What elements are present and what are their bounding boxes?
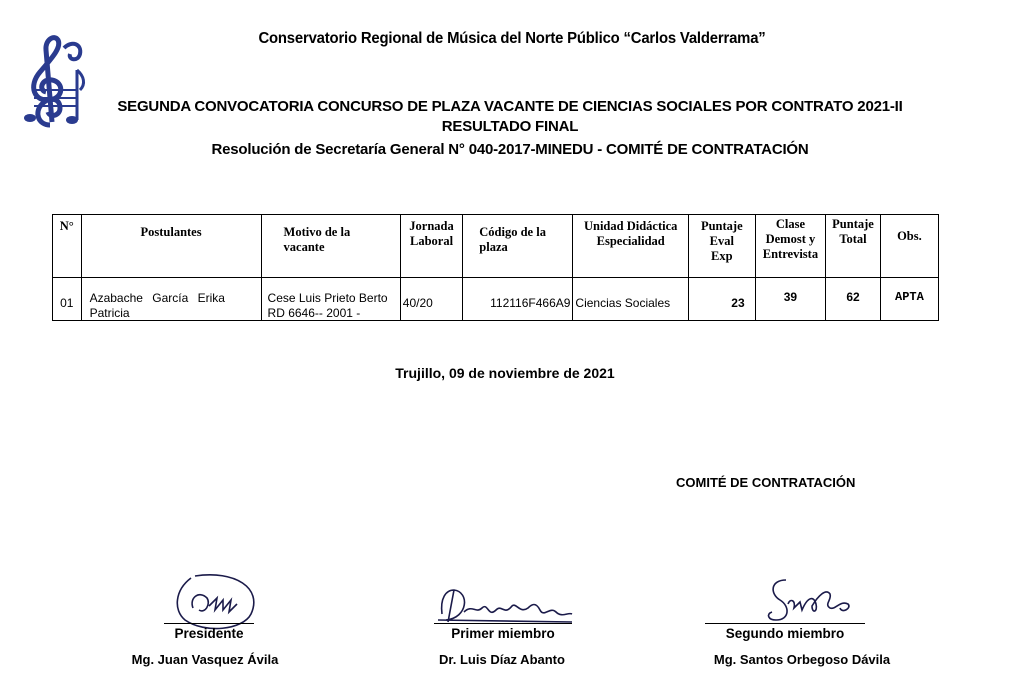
col-motivo: Motivo de la vacante <box>283 225 351 254</box>
signature-second-member-icon <box>760 574 860 628</box>
signature-line <box>164 623 254 624</box>
cell-motivo: Cese Luis Prieto Berto RD 6646-- 2001 - <box>267 291 388 320</box>
col-puntaje-eval: Puntaje Eval Exp <box>700 219 743 263</box>
signature-name: Mg. Juan Vasquez Ávila <box>131 652 279 667</box>
col-unidad: Unidad Didáctica Especialidad <box>583 219 678 248</box>
signature-second-member-name <box>690 652 914 667</box>
signature-role: Primer miembro <box>451 626 555 641</box>
signature-role: Presidente <box>174 626 244 641</box>
col-jornada: Jornada Laboral <box>409 219 454 248</box>
signature-line <box>434 623 572 624</box>
col-obs: Obs. <box>897 229 922 243</box>
cell-clase: 39 <box>783 290 798 304</box>
cell-codigo: 112116F466A9 <box>490 296 571 310</box>
results-table <box>52 214 939 321</box>
cell-jornada: 40/20 <box>402 296 433 310</box>
table-row <box>53 278 939 321</box>
signature-line <box>705 623 865 624</box>
committee-label: COMITÉ DE CONTRATACIÓN <box>676 475 856 490</box>
cell-obs: APTA <box>895 290 924 304</box>
signature-role: Segundo miembro <box>725 626 845 641</box>
result-title: RESULTADO FINAL <box>441 118 579 135</box>
cell-postulante: Azabache García Erika Patricia <box>89 291 225 320</box>
call-title: SEGUNDA CONVOCATORIA CONCURSO DE PLAZA VACANTE DE CIENCIAS SOCIALES POR CONTRATO 2021-II <box>117 98 903 115</box>
col-clase: Clase Demost y Entrevista <box>762 217 819 261</box>
table-header-row <box>53 215 939 278</box>
institution-name: Conservatorio Regional de Música del Norte Público “Carlos Valderrama” <box>258 30 766 47</box>
cell-unidad: Ciencias Sociales <box>575 296 671 310</box>
resolution-title: Resolución de Secretaría General N° 040-2017-MINEDU - COMITÉ DE CONTRATACIÓN <box>211 141 809 158</box>
signature-first-member <box>434 623 572 641</box>
cell-no: 01 <box>60 296 74 310</box>
signature-first-member-name <box>402 652 602 667</box>
signature-president <box>164 623 254 641</box>
date-line: Trujillo, 09 de noviembre de 2021 <box>395 365 615 381</box>
col-codigo: Código de la plaza <box>479 225 546 254</box>
signature-name: Mg. Santos Orbegoso Dávila <box>713 652 891 667</box>
cell-puntaje-total: 62 <box>846 290 860 304</box>
signature-president-name <box>105 652 305 667</box>
col-no: N° <box>59 219 74 233</box>
signature-name: Dr. Luis Díaz Abanto <box>439 652 565 667</box>
col-postulantes: Postulantes <box>140 225 202 239</box>
signature-second-member <box>705 623 865 641</box>
col-puntaje-total: Puntaje Total <box>832 217 874 246</box>
cell-puntaje-eval: 23 <box>731 296 745 310</box>
